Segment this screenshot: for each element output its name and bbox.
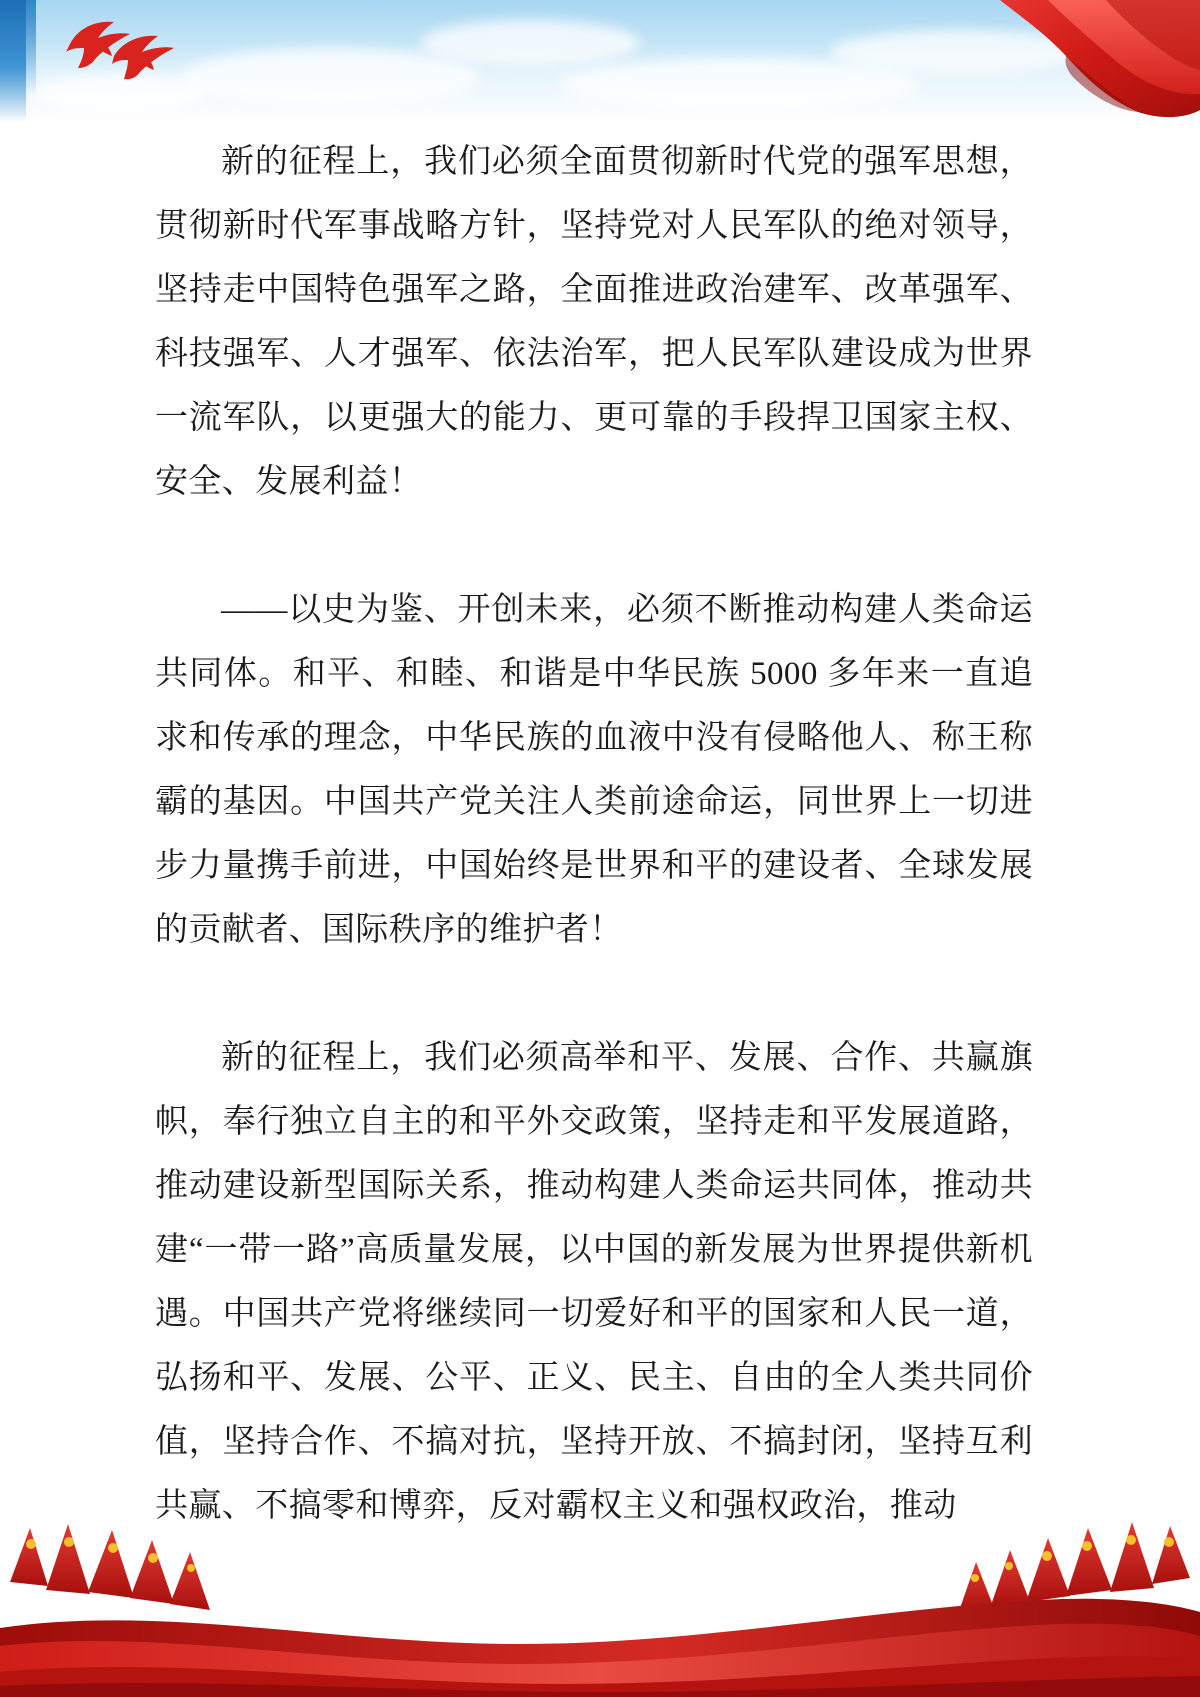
blue-accent-strip (0, 0, 26, 122)
cloud-shape (180, 48, 480, 108)
bottom-decoration-band (0, 1432, 1200, 1697)
document-body (155, 130, 1033, 1538)
blue-accent-strip-secondary (26, 0, 36, 96)
peace-doves-icon (52, 8, 192, 80)
paragraph-3: 新的征程上，我们必须高举和平、发展、合作、共赢旗帜，奉行独立自主的和平外交政策，坚持走和平发展道路，推动建设新型国际关系，推动构建人类命运共同体，推动共建“一带一路”高质量发展，以中国的新发展为世界提供新机遇。中国共产党将继续同一切爱好和平的国家和人民一道，弘扬和平、发展、公平、正义、民主、自由的全人类共同价值，坚持合作、不搞对抗，坚持开放、不搞封闭，坚持互利共赢、不搞零和博弈，反对霸权主义和强权政治，推动 (155, 1040, 1034, 1524)
cloud-shape (420, 20, 640, 66)
red-flag-icon (870, 0, 1200, 120)
paragraph-1: 新的征程上，我们必须全面贯彻新时代党的强军思想，贯彻新时代军事战略方针，坚持党对人民军队的绝对领导，坚持走中国特色强军之路，全面推进政治建军、改革强军、科技强军、人才强军、依法治军，把人民军队建设成为世界一流军队，以更强大的能力、更可靠的手段捍卫国家主权、安全、发展利益！ (155, 144, 1033, 500)
red-flags-left (10, 1524, 210, 1610)
paragraph-2: ——以史为鉴、开创未来，必须不断推动构建人类命运共同体。和平、和睦、和谐是中华民族 5000 多年来一直追求和传承的理念，中华民族的血液中没有侵略他人、称王称霸的基因。中国共产党关注人类前途命运，同世界上一切进步力量携手前进，中国始终是世界和平的建设者、全球发展的贡献者、国际秩序的维护者！ (155, 592, 1033, 948)
